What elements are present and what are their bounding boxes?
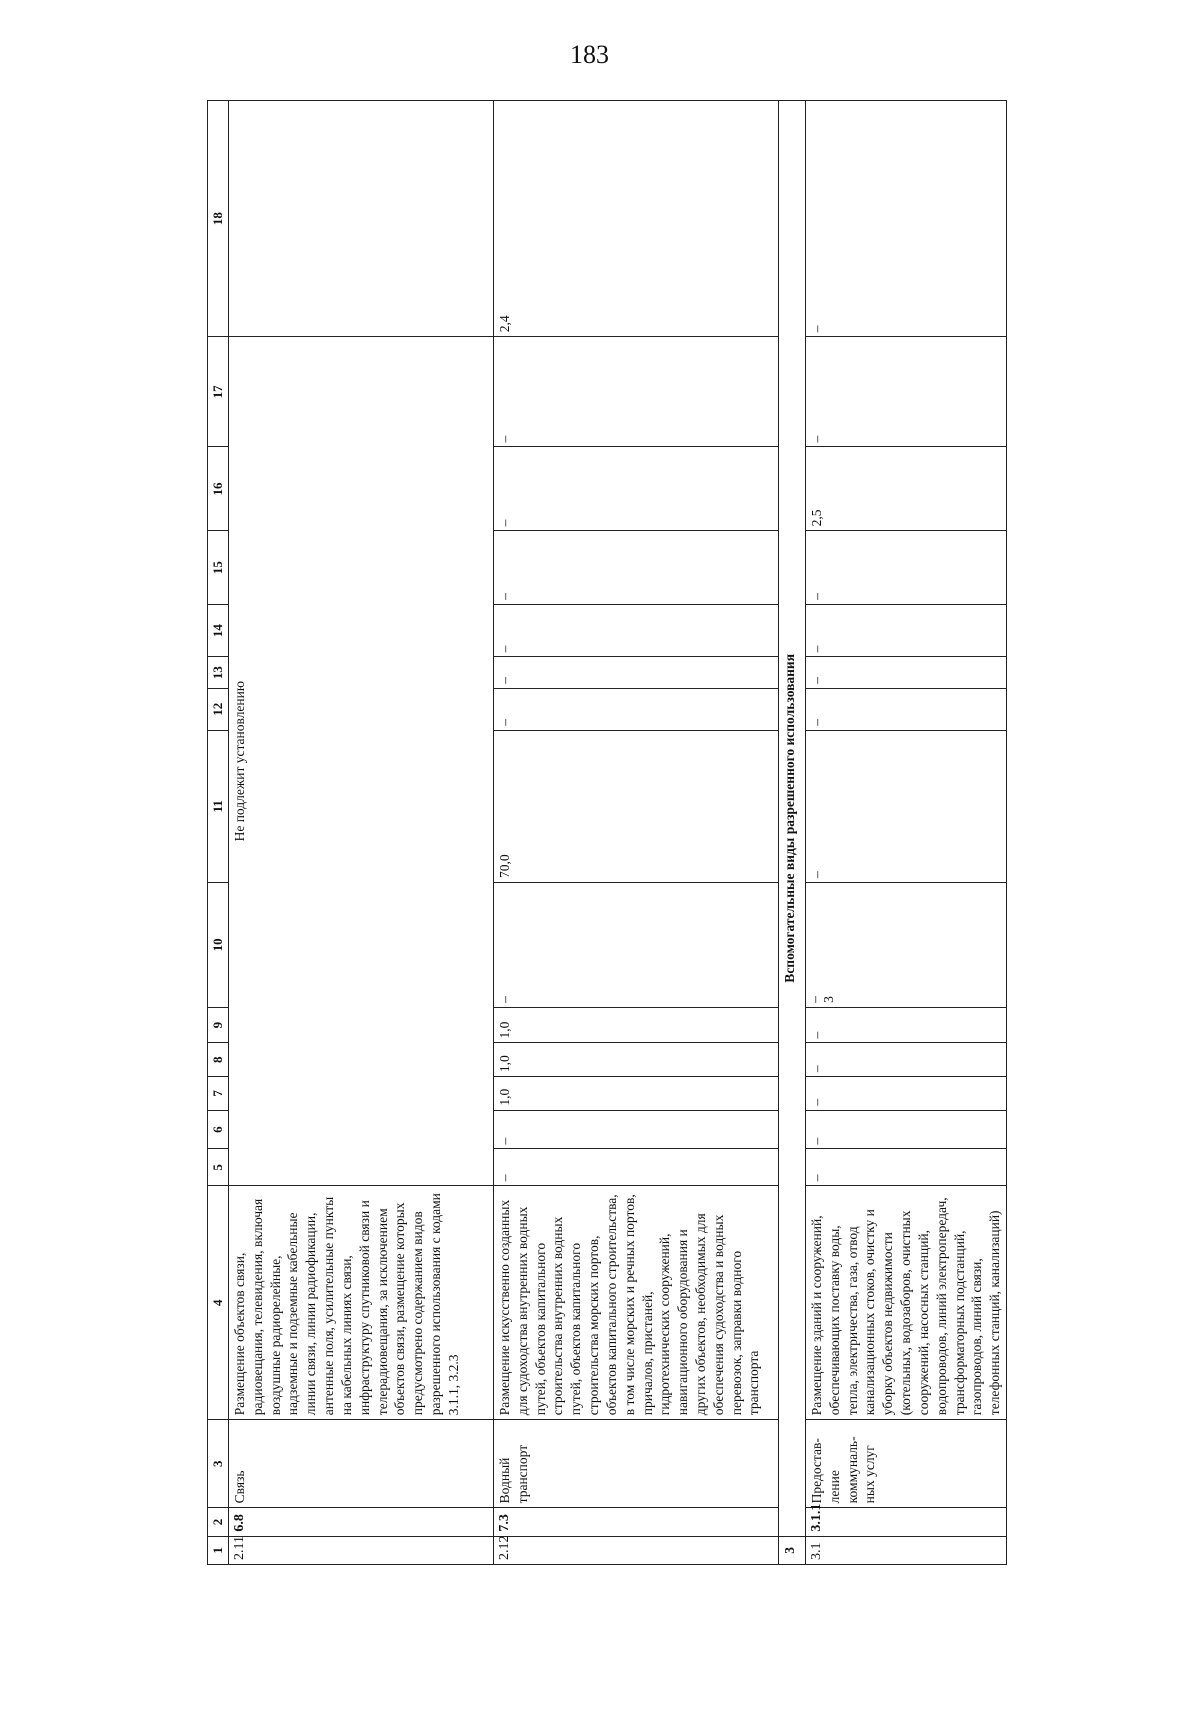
- row-number: 3.1: [806, 1536, 1007, 1564]
- cell-c13: –: [806, 657, 1007, 688]
- header-cell: 16: [208, 447, 229, 531]
- cell-c14: –: [806, 604, 1007, 656]
- cell-c7: 1,0: [494, 1077, 779, 1111]
- header-cell: 13: [208, 657, 229, 688]
- table-row: [806, 101, 1007, 1565]
- regulations-table-rotated: [207, 100, 1001, 1565]
- cell-c5: –: [806, 1149, 1007, 1186]
- header-cell: 7: [208, 1077, 229, 1111]
- cell-c10: [806, 882, 1007, 1007]
- section-number: 3: [779, 1536, 806, 1564]
- cell-c8: –: [806, 1043, 1007, 1077]
- header-cell: 6: [208, 1110, 229, 1149]
- header-cell: 1: [208, 1536, 229, 1564]
- header-cell: 9: [208, 1007, 229, 1043]
- cell-c13: –: [494, 657, 779, 688]
- cell-c17: –: [494, 337, 779, 447]
- cell-c16: –: [494, 447, 779, 531]
- use-description: Размещение объектов связи, радиовещания, телевидения, включая воздушные радиорелейные, надземные и подземные кабельные линии связи, линии радиофикации, антенные поля, усилительные пункты на кабельных линиях связи, инфраструктуру спутниковой связи и телерадиовещания, за исключением объектов связи, размещение которых предусмотрено содержанием видов разрешенного использования с кодами 3.1.1, 3.2.3: [229, 1186, 494, 1420]
- cell-c18: 2,4: [494, 101, 779, 337]
- cell-c16: 2,5: [806, 447, 1007, 531]
- header-cell: 12: [208, 688, 229, 730]
- cell-c12: –: [806, 688, 1007, 730]
- cell-c12: –: [494, 688, 779, 730]
- cell-c9: –: [806, 1007, 1007, 1043]
- header-cell: 14: [208, 604, 229, 656]
- cell-c6: –: [494, 1110, 779, 1149]
- stacked-bottom: 3: [820, 996, 836, 1003]
- header-cell: 17: [208, 337, 229, 447]
- use-description: Размещение зданий и сооружений, обеспечивающих поставку воды, тепла, электричества, газа, отвод канализационных стоков, очистку и уборку объектов недвижимости (котельных, водозаборов, очистных сооружений, насосных станций, водопроводов, линий электропередач, трансформаторных подстанций, газопроводов, линий связи, телефонных станций, канализаций): [806, 1186, 1007, 1420]
- cell-c5: –: [494, 1149, 779, 1186]
- table-row: [229, 101, 494, 1565]
- use-code: 6.8: [229, 1508, 494, 1536]
- cell-c10: –: [494, 882, 779, 1007]
- header-cell: 5: [208, 1149, 229, 1186]
- cell-c18: –: [806, 101, 1007, 337]
- header-cell: 11: [208, 730, 229, 882]
- cell-c14: –: [494, 604, 779, 656]
- cell-c11: 70,0: [494, 730, 779, 882]
- cell-c17: –: [806, 337, 1007, 447]
- page-number: 183: [570, 40, 609, 69]
- section-title: Вспомогательные виды разрешенного использования: [779, 101, 806, 1537]
- stacked-top: –: [807, 996, 822, 1003]
- section-row: [779, 101, 806, 1565]
- regulations-table: [207, 100, 1007, 1565]
- header-cell: 8: [208, 1043, 229, 1077]
- cell-c15: –: [806, 531, 1007, 604]
- table-row: [494, 101, 779, 1565]
- row-number: 2.11: [229, 1536, 494, 1564]
- row-number: 2.12: [494, 1536, 779, 1564]
- header-row: [208, 101, 229, 1565]
- use-code: 3.1.1: [806, 1508, 1007, 1536]
- use-name: Предостав-ление коммуналь-ных услуг: [806, 1420, 1007, 1508]
- cell-c15: –: [494, 531, 779, 604]
- header-cell: 18: [208, 101, 229, 337]
- header-cell: 2: [208, 1508, 229, 1536]
- header-cell: 4: [208, 1186, 229, 1420]
- header-cell: 3: [208, 1420, 229, 1508]
- merged-note: Не подлежит установлению: [229, 337, 494, 1186]
- stacked-value: [808, 996, 835, 1003]
- cell-c8: 1,0: [494, 1043, 779, 1077]
- use-name: Водный транспорт: [494, 1420, 779, 1508]
- header-cell: 10: [208, 882, 229, 1007]
- header-cell: 15: [208, 531, 229, 604]
- cell-c18: [229, 101, 494, 337]
- use-description: Размещение искусственно созданных для судоходства внутренних водных путей, объектов капитального строительства внутренних водных путей, объектов капитального строительства морских портов, объектов капитального строительства, в том числе морских и речных портов, причалов, пристаней, гидротехнических сооружений, навигационного оборудования и других объектов, необходимых для обеспечения судоходства и водных перевозок, заправки водного транспорта: [494, 1186, 779, 1420]
- cell-c9: 1,0: [494, 1007, 779, 1043]
- cell-c11: –: [806, 730, 1007, 882]
- cell-c7: –: [806, 1077, 1007, 1111]
- cell-c6: –: [806, 1110, 1007, 1149]
- use-code: 7.3: [494, 1508, 779, 1536]
- use-name: Связь: [229, 1420, 494, 1508]
